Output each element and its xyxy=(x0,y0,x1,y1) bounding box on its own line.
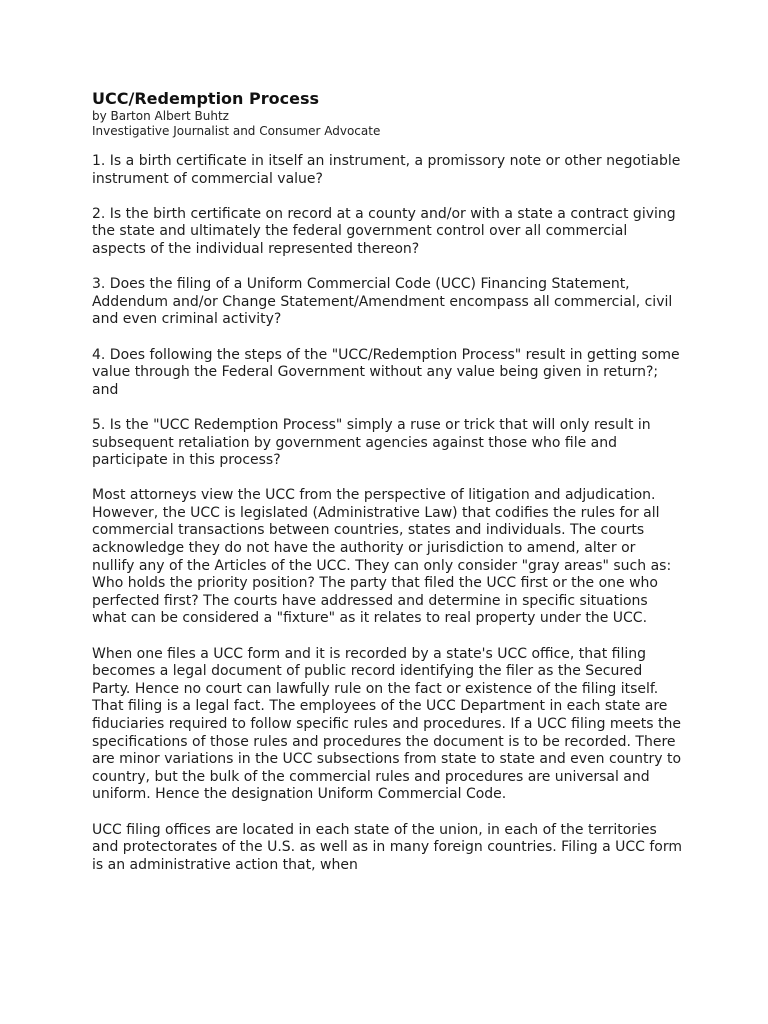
question-4: 4. Does following the steps of the "UCC/Redemption Process" result in getting some value through the Federal Government without any value being given in return?; and xyxy=(92,346,680,398)
question-2: 2. Is the birth certificate on record at a county and/or with a state a contract giving the state and ultimately the federal government control over all commercial aspects of the individual represented thereon? xyxy=(92,205,676,257)
body-paragraph-filing: When one files a UCC form and it is recorded by a state's UCC office, that filing becomes a legal document of public record identifying the filer as the Secured Party. Hence no court can lawfully rule on the fact or existence of the filing itself. That filing is a legal fact. The employees of the UCC Department in each state are fiduciaries required to follow specific rules and procedures. If a UCC filing meets the specifications of those rules and procedures the document is to be recorded. There are minor variations in the UCC subsections from state to state and even country to country, but the bulk of the commercial rules and procedures are universal and uniform. Hence the designation Uniform Commercial Code. xyxy=(92,645,682,803)
body-paragraph-attorneys: Most attorneys view the UCC from the perspective of litigation and adjudication. However, the UCC is legislated (Administrative Law) that codifies the rules for all commercial transactions between countries, states and individuals. The courts acknowledge they do not have the authority or jurisdiction to amend, alter or nullify any of the Articles of the UCC. They can only consider "gray areas" such as: Who holds the priority position? The party that filed the UCC first or the one who perfected first? The courts have addressed and determine in specific situations what can be considered a "fixture" as it relates to real property under the UCC. xyxy=(92,487,672,627)
question-1: 1. Is a birth certificate in itself an instrument, a promissory note or other negotiable instrument of commercial value? xyxy=(92,153,681,187)
question-5: 5. Is the "UCC Redemption Process" simply a ruse or trick that will only result in subsequent retaliation by government agencies against those who file and participate in this process? xyxy=(92,416,651,469)
question-3: 3. Does the filing of a Uniform Commercial Code (UCC) Financing Statement, Addendum and/or Change Statement/Amendment encompass all commercial, civil and even criminal activity? xyxy=(92,276,673,328)
body-paragraph-offices: UCC filing offices are located in each state of the union, in each of the territories and protectorates of the U.S. as well as in many foreign countries. Filing a UCC form is an administrative action that, when xyxy=(92,821,682,873)
author-byline: by Barton Albert Buhtz xyxy=(92,109,229,123)
document-title: UCC/Redemption Process xyxy=(92,89,319,108)
author-affiliation: Investigative Journalist and Consumer Advocate xyxy=(92,124,381,138)
document-page xyxy=(92,89,682,892)
